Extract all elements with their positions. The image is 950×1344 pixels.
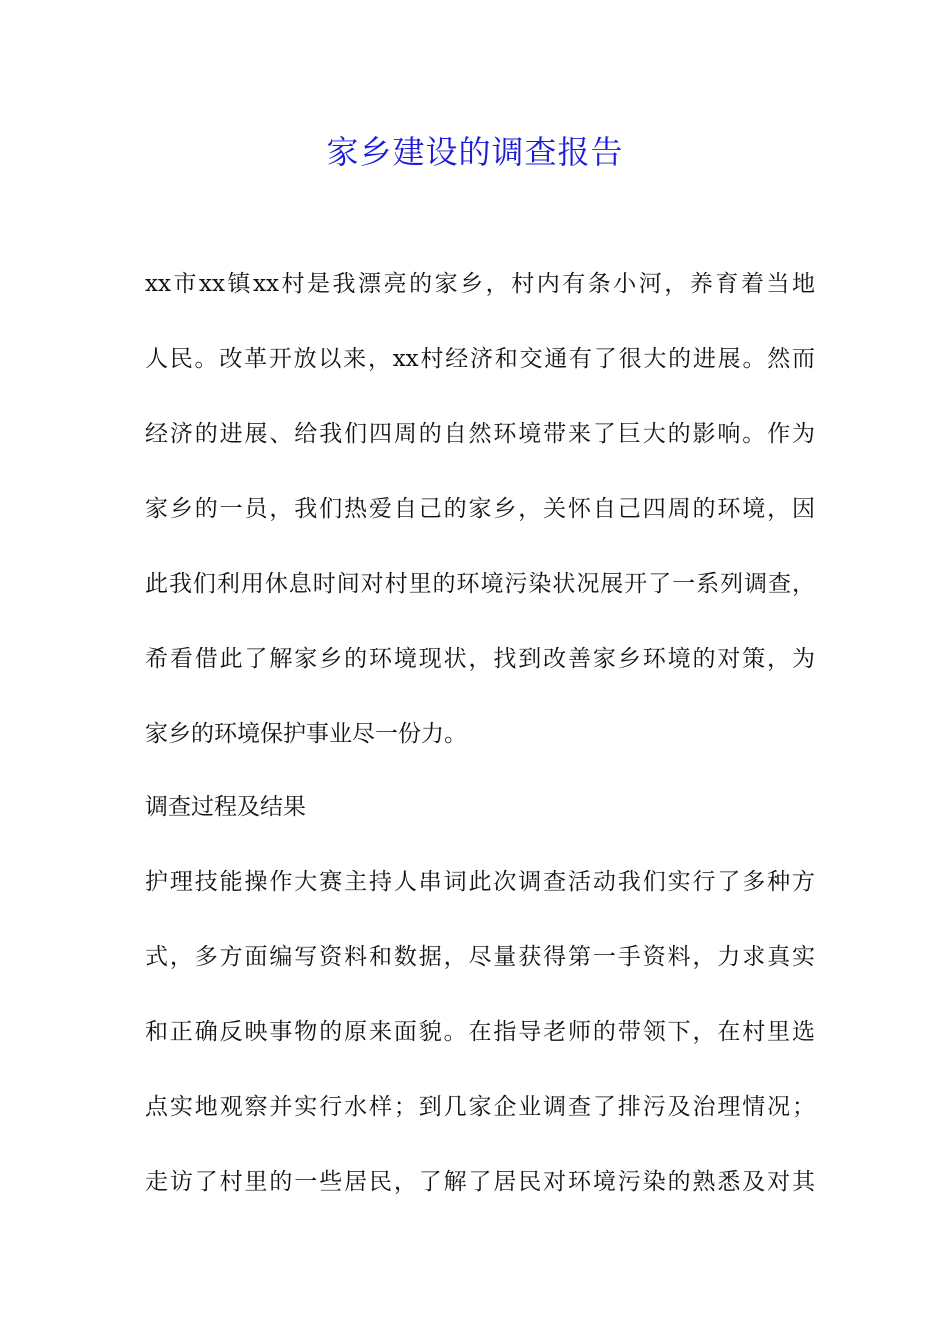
paragraph-line: 护理技能操作大赛主持人串词此次调查活动我们实行了多种方 (145, 869, 815, 895)
paragraph-line: 家乡的环境保护事业尽一份力。 (145, 721, 467, 747)
paragraph-line: 人民。改革开放以来，xx村经济和交通有了很大的进展。然而 (145, 346, 815, 372)
paragraph-line: 经济的进展、给我们四周的自然环境带来了巨大的影响。作为 (145, 421, 815, 447)
section-heading: 调查过程及结果 (145, 794, 306, 820)
paragraph-line: 点实地观察并实行水样；到几家企业调查了排污及治理情况； (145, 1094, 815, 1120)
document-title: 家乡建设的调查报告 (326, 133, 624, 171)
paragraph-line: 家乡的一员，我们热爱自己的家乡，关怀自己四周的环境，因 (145, 496, 815, 522)
paragraph-line: 希看借此了解家乡的环境现状，找到改善家乡环境的对策，为 (145, 646, 815, 672)
paragraph-line: 此我们利用休息时间对村里的环境污染状况展开了一系列调查， (145, 571, 815, 597)
paragraph-line: 走访了村里的一些居民，了解了居民对环境污染的熟悉及对其 (145, 1169, 815, 1195)
paragraph-line: 和正确反映事物的原来面貌。在指导老师的带领下，在村里选 (145, 1019, 815, 1045)
paragraph-line: xx市xx镇xx村是我漂亮的家乡，村内有条小河，养育着当地 (145, 271, 815, 297)
paragraph-line: 式，多方面编写资料和数据，尽量获得第一手资料，力求真实 (145, 944, 815, 970)
